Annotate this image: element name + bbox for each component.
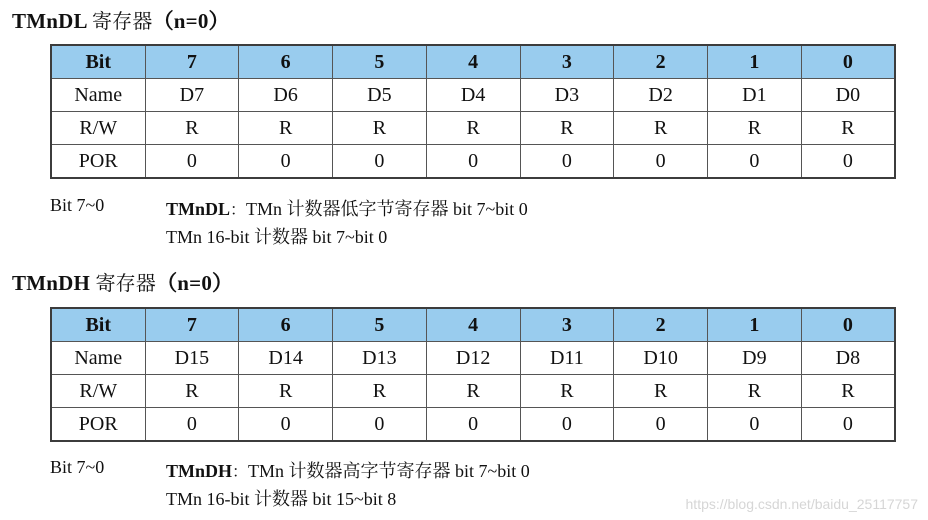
table-cell: R — [239, 112, 333, 145]
table-cell: 0 — [801, 145, 895, 179]
table-cell: R — [708, 375, 802, 408]
table-cell: R — [333, 112, 427, 145]
header-cell: 3 — [520, 45, 614, 79]
table-cell: R — [614, 112, 708, 145]
table-cell: 0 — [801, 408, 895, 442]
table-cell: 0 — [708, 408, 802, 442]
header-cell: 2 — [614, 45, 708, 79]
table-cell: D1 — [708, 79, 802, 112]
table-cell: R — [520, 112, 614, 145]
table-cell: POR — [51, 408, 145, 442]
tmndl-description-line2: TMn 16-bit 计数器 bit 7~bit 0 — [166, 227, 388, 247]
tmndl-desc-text: TMn 计数器低字节寄存器 bit 7~bit 0 — [246, 199, 528, 219]
header-cell: 6 — [239, 308, 333, 342]
table-cell: 0 — [614, 408, 708, 442]
tmndl-bit-range: Bit 7~0 — [50, 195, 105, 215]
table-cell: R/W — [51, 375, 145, 408]
tmndh-description — [166, 457, 530, 483]
table-cell: R — [708, 112, 802, 145]
table-cell: 0 — [145, 145, 239, 179]
tmndh-register-table — [50, 307, 896, 442]
tmndh-bit-range: Bit 7~0 — [50, 457, 105, 477]
table-cell: R — [239, 375, 333, 408]
table-cell: D11 — [520, 342, 614, 375]
table-cell: D13 — [333, 342, 427, 375]
table-cell: D4 — [426, 79, 520, 112]
header-cell: Bit — [51, 45, 145, 79]
header-cell: 4 — [426, 308, 520, 342]
table-cell: D14 — [239, 342, 333, 375]
table-row-por — [51, 145, 895, 179]
table-cell: D9 — [708, 342, 802, 375]
header-cell: 7 — [145, 45, 239, 79]
table-cell: D10 — [614, 342, 708, 375]
table-cell: R — [520, 375, 614, 408]
tmndl-desc-name: TMnDL — [166, 199, 231, 219]
table-cell: 0 — [520, 408, 614, 442]
table-cell: R — [145, 375, 239, 408]
tmndh-title-cjk: 寄存器 — [95, 271, 157, 295]
table-row-rw — [51, 375, 895, 408]
table-cell: 0 — [426, 145, 520, 179]
table-cell: Name — [51, 79, 145, 112]
tmndh-title — [12, 267, 233, 297]
table-cell: D12 — [426, 342, 520, 375]
header-cell: 0 — [801, 45, 895, 79]
table-cell: 0 — [333, 145, 427, 179]
table-cell: POR — [51, 145, 145, 179]
table-cell: D0 — [801, 79, 895, 112]
tmndl-description — [166, 195, 528, 221]
tmndh-title-name: TMnDH — [12, 271, 91, 295]
table-cell: 0 — [520, 145, 614, 179]
header-cell: 2 — [614, 308, 708, 342]
table-header-row — [51, 308, 895, 342]
table-cell: R — [333, 375, 427, 408]
table-row-por — [51, 408, 895, 442]
table-cell: 0 — [239, 145, 333, 179]
table-cell: 0 — [333, 408, 427, 442]
header-cell: 4 — [426, 45, 520, 79]
table-cell: R — [801, 112, 895, 145]
tmndh-desc-name: TMnDH — [166, 461, 233, 481]
table-cell: D5 — [333, 79, 427, 112]
table-cell: 0 — [426, 408, 520, 442]
table-header-row — [51, 45, 895, 79]
header-cell: Bit — [51, 308, 145, 342]
table-row-rw — [51, 112, 895, 145]
table-cell: Name — [51, 342, 145, 375]
table-cell: D8 — [801, 342, 895, 375]
tmndh-description-line2: TMn 16-bit 计数器 bit 15~bit 8 — [166, 489, 397, 509]
tmndl-title — [12, 5, 230, 35]
tmndl-title-cjk: 寄存器 — [91, 9, 153, 33]
table-cell: D7 — [145, 79, 239, 112]
table-cell: 0 — [614, 145, 708, 179]
table-row-name — [51, 79, 895, 112]
header-cell: 1 — [708, 308, 802, 342]
table-cell: D3 — [520, 79, 614, 112]
watermark-url: https://blog.csdn.net/baidu_25117757 — [685, 496, 918, 512]
tmndh-title-suffix: （n=0） — [156, 271, 234, 295]
tmndh-desc-text: TMn 计数器高字节寄存器 bit 7~bit 0 — [248, 461, 530, 481]
table-cell: R — [614, 375, 708, 408]
header-cell: 1 — [708, 45, 802, 79]
header-cell: 6 — [239, 45, 333, 79]
tmndl-title-name: TMnDL — [12, 9, 87, 33]
header-cell: 3 — [520, 308, 614, 342]
table-cell: R — [426, 112, 520, 145]
table-cell: D6 — [239, 79, 333, 112]
table-cell: D15 — [145, 342, 239, 375]
table-cell: R — [145, 112, 239, 145]
table-cell: 0 — [145, 408, 239, 442]
tmndh-desc-sep: ： — [232, 462, 249, 481]
tmndl-desc-sep: ： — [230, 200, 247, 219]
header-cell: 7 — [145, 308, 239, 342]
table-cell: R — [426, 375, 520, 408]
tmndl-title-suffix: （n=0） — [152, 9, 230, 33]
header-cell: 5 — [333, 45, 427, 79]
table-cell: R/W — [51, 112, 145, 145]
table-row-name — [51, 342, 895, 375]
tmndl-register-table — [50, 44, 896, 179]
table-cell: 0 — [239, 408, 333, 442]
table-cell: D2 — [614, 79, 708, 112]
header-cell: 5 — [333, 308, 427, 342]
table-cell: 0 — [708, 145, 802, 179]
header-cell: 0 — [801, 308, 895, 342]
table-cell: R — [801, 375, 895, 408]
